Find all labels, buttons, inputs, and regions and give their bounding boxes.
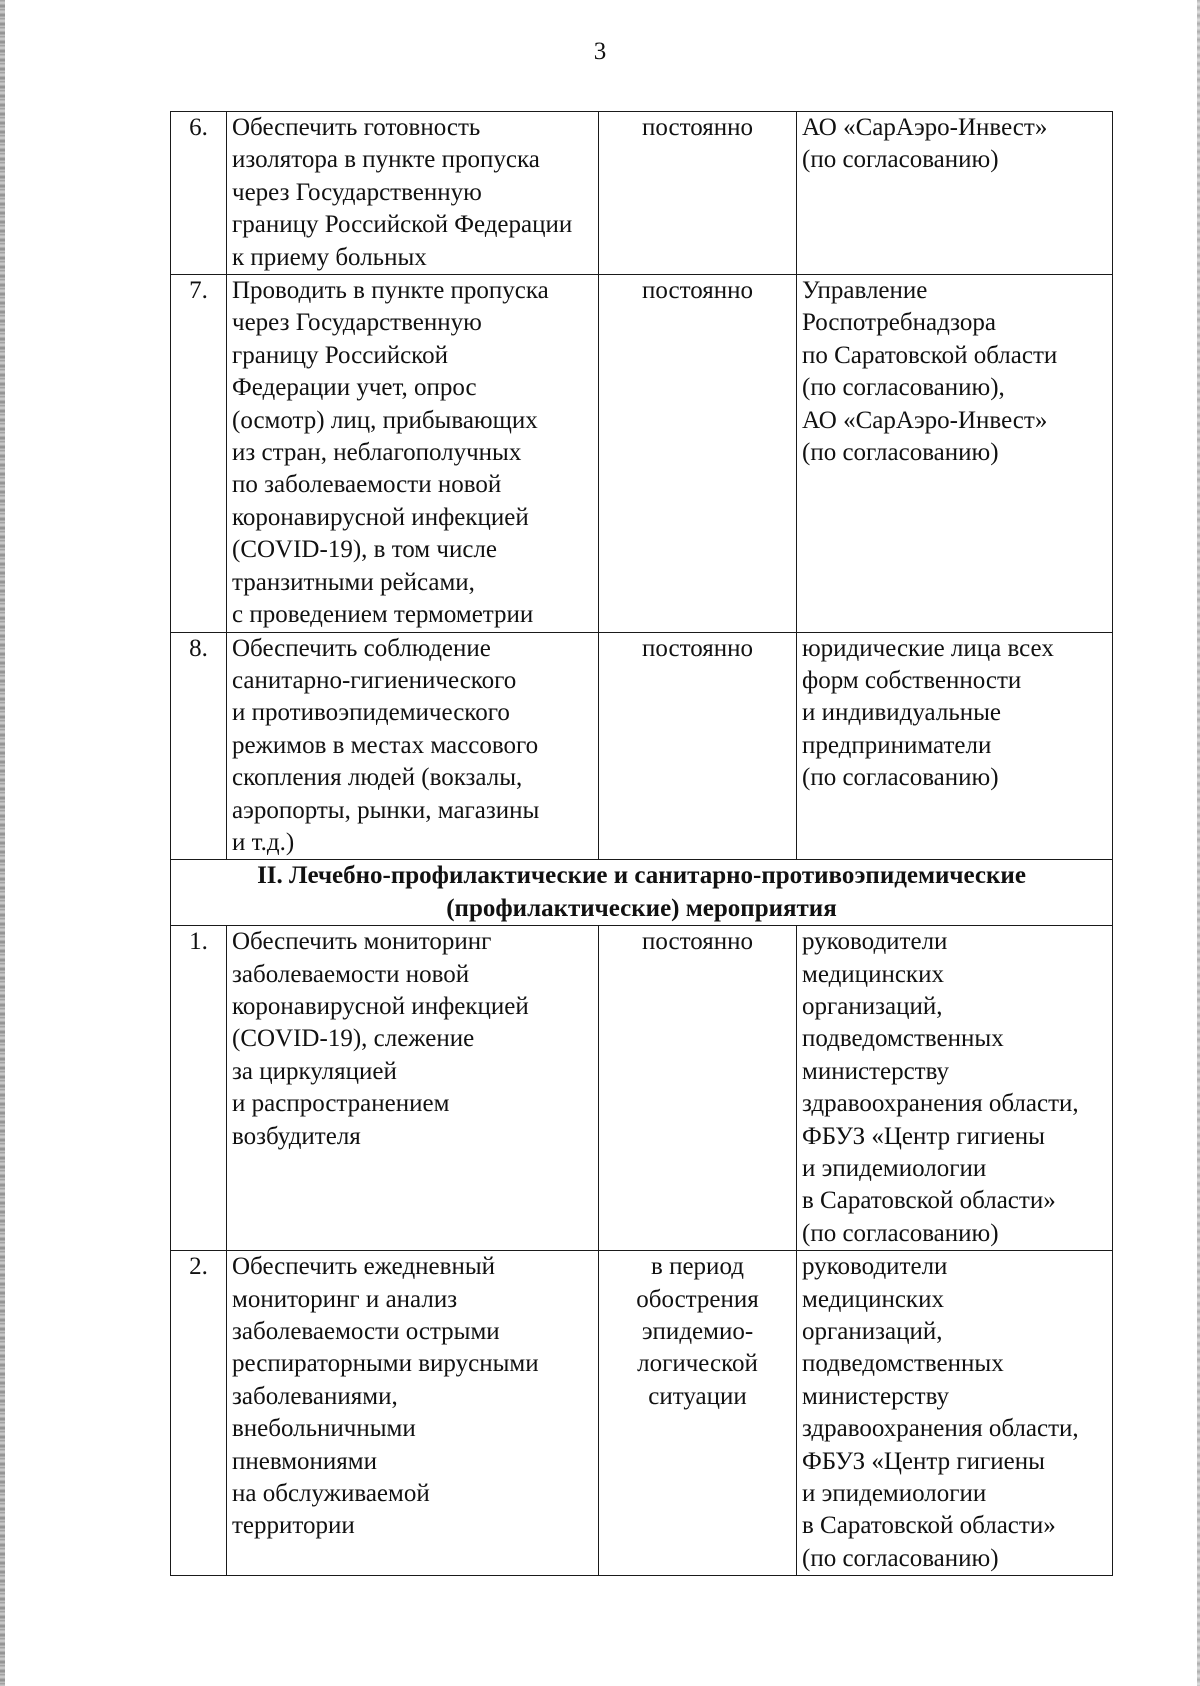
task-cell	[227, 112, 599, 275]
responsible-cell-line: в Саратовской области»	[802, 1512, 1056, 1540]
item-number: 6.	[171, 112, 227, 275]
task-cell	[227, 1251, 599, 1576]
responsible-cell-line: ФБУЗ «Центр гигиены	[802, 1447, 1045, 1475]
responsible-cell-line: (по согласованию)	[802, 146, 999, 174]
responsible-cell	[797, 926, 1113, 1251]
table-row	[171, 275, 1113, 632]
term-cell-line: постоянно	[642, 277, 753, 305]
table-row	[171, 632, 1113, 860]
term-cell-line: эпидемио-	[641, 1318, 754, 1346]
task-cell-line: и противоэпидемического	[232, 699, 510, 727]
table-row	[171, 112, 1113, 275]
task-cell-line: возбудителя	[232, 1122, 361, 1150]
responsible-cell-line: в Саратовской области»	[802, 1187, 1056, 1215]
term-cell-line: постоянно	[642, 114, 753, 141]
responsible-cell-line: (по согласованию)	[802, 439, 999, 467]
term-cell-line: логической	[637, 1350, 758, 1378]
task-cell-line: к приему больных	[232, 243, 427, 271]
task-cell-line: заболеваниями,	[232, 1382, 398, 1410]
task-cell-line: респираторными вирусными	[232, 1350, 539, 1378]
responsible-cell-line: подведомственных	[802, 1025, 1004, 1053]
responsible-cell-line: и эпидемиологии	[802, 1155, 987, 1182]
responsible-cell-line: министерству	[802, 1382, 950, 1410]
responsible-cell-line: (по согласованию)	[802, 764, 999, 792]
term-cell	[599, 926, 797, 1251]
responsible-cell-line: юридические лица всех	[802, 634, 1054, 662]
task-cell-line: заболеваемости острыми	[232, 1318, 500, 1346]
section-title-line: II. Лечебно-профилактические и санитарно-противоэпидемические	[257, 862, 1026, 890]
task-cell-line: скопления людей (вокзалы,	[232, 764, 523, 792]
item-number: 2.	[171, 1251, 227, 1576]
responsible-cell-line: медицинских	[802, 960, 944, 988]
item-number: 1.	[171, 926, 227, 1251]
task-cell-line: пневмониями	[232, 1447, 378, 1475]
responsible-cell-line: и индивидуальные	[802, 699, 1002, 727]
task-cell-line: Обеспечить готовность	[232, 114, 481, 141]
page-number: 3	[593, 38, 607, 65]
responsible-cell	[797, 632, 1113, 860]
task-cell-line: коронавирусной инфекцией	[232, 992, 529, 1020]
responsible-cell-line: здравоохранения области,	[802, 1415, 1079, 1443]
task-cell-line: транзитными рейсами,	[232, 568, 475, 596]
table-row	[171, 1251, 1113, 1576]
task-cell	[227, 275, 599, 632]
task-cell-line: режимов в местах массового	[232, 731, 539, 759]
term-cell-line: постоянно	[642, 928, 753, 956]
term-cell-line: постоянно	[642, 634, 753, 662]
responsible-cell-line: предприниматели	[802, 731, 992, 759]
responsible-cell-line: Роспотребнадзора	[802, 309, 996, 337]
section-title	[171, 860, 1113, 926]
term-cell	[599, 1251, 797, 1576]
responsible-cell-line: АО «СарАэро-Инвест»	[802, 406, 1048, 434]
task-cell-line: на обслуживаемой	[232, 1480, 430, 1508]
task-cell-line: за циркуляцией	[232, 1057, 397, 1085]
task-cell-line: мониторинг и анализ	[232, 1285, 458, 1313]
responsible-cell-line: подведомственных	[802, 1350, 1004, 1378]
term-cell	[599, 112, 797, 275]
task-cell-line: через Государственную	[232, 178, 482, 206]
task-cell-line: коронавирусной инфекцией	[232, 503, 529, 531]
task-cell-line: внебольничными	[232, 1415, 416, 1443]
term-cell-line: в период	[651, 1253, 744, 1281]
measures-table	[170, 111, 1113, 1576]
task-cell-line: Обеспечить соблюдение	[232, 634, 491, 662]
task-cell-line: изолятора в пункте пропуска	[232, 146, 540, 174]
task-cell-line: через Государственную	[232, 309, 482, 337]
table-row	[171, 926, 1113, 1251]
responsible-cell-line: Управление	[802, 277, 928, 305]
term-cell-line: ситуации	[648, 1382, 747, 1410]
scan-edge-left	[0, 0, 5, 1686]
task-cell	[227, 926, 599, 1251]
responsible-cell-line: и эпидемиологии	[802, 1480, 987, 1508]
task-cell-line: (осмотр) лиц, прибывающих	[232, 406, 538, 434]
task-cell-line: и распространением	[232, 1090, 450, 1118]
task-cell-line: аэропорты, рынки, магазины	[232, 796, 540, 824]
task-cell-line: Обеспечить ежедневный	[232, 1253, 496, 1281]
term-cell-line: обострения	[636, 1285, 759, 1313]
task-cell-line: Федерации учет, опрос	[232, 374, 477, 402]
responsible-cell-line: организаций,	[802, 1318, 943, 1346]
task-cell-line: из стран, неблагополучных	[232, 439, 522, 467]
item-number: 7.	[171, 275, 227, 632]
responsible-cell-line: руководители	[802, 928, 948, 956]
responsible-cell	[797, 112, 1113, 275]
task-cell-line: и т.д.)	[232, 828, 295, 856]
task-cell-line: по заболеваемости новой	[232, 471, 502, 499]
responsible-cell-line: по Саратовской области	[802, 341, 1058, 369]
item-number: 8.	[171, 632, 227, 860]
responsible-cell-line: медицинских	[802, 1285, 944, 1313]
responsible-cell-line: форм собственности	[802, 666, 1022, 694]
task-cell-line: границу Российской	[232, 341, 448, 369]
responsible-cell-line: здравоохранения области,	[802, 1090, 1079, 1118]
responsible-cell	[797, 275, 1113, 632]
responsible-cell-line: руководители	[802, 1253, 948, 1281]
task-cell-line: (COVID-19), слежение	[232, 1025, 475, 1053]
task-cell-line: заболеваемости новой	[232, 960, 470, 988]
task-cell-line: с проведением термометрии	[232, 601, 534, 629]
responsible-cell	[797, 1251, 1113, 1576]
responsible-cell-line: (по согласованию)	[802, 1219, 999, 1247]
section-header-row	[171, 860, 1113, 926]
task-cell-line: (COVID-19), в том числе	[232, 536, 498, 564]
responsible-cell-line: АО «СарАэро-Инвест»	[802, 114, 1048, 141]
task-cell	[227, 632, 599, 860]
task-cell-line: границу Российской Федерации	[232, 211, 573, 239]
task-cell-line: санитарно-гигиенического	[232, 666, 517, 694]
task-cell-line: территории	[232, 1512, 355, 1540]
task-cell-line: Проводить в пункте пропуска	[232, 277, 549, 305]
responsible-cell-line: министерству	[802, 1057, 950, 1085]
responsible-cell-line: ФБУЗ «Центр гигиены	[802, 1122, 1045, 1150]
measures-table-body	[171, 112, 1113, 1576]
responsible-cell-line: организаций,	[802, 992, 943, 1020]
section-title-line: (профилактические) мероприятия	[446, 894, 837, 922]
term-cell	[599, 275, 797, 632]
responsible-cell-line: (по согласованию)	[802, 1544, 999, 1572]
task-cell-line: Обеспечить мониторинг	[232, 928, 492, 956]
responsible-cell-line: (по согласованию),	[802, 374, 1005, 402]
term-cell	[599, 632, 797, 860]
